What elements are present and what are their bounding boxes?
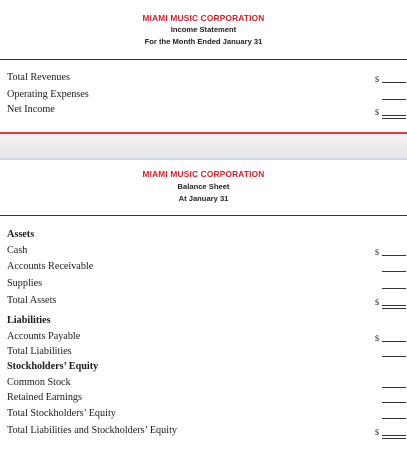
answer-field-operating-expenses[interactable]: [382, 99, 406, 100]
dollar-sign: $: [375, 108, 379, 117]
row-total-stockholders-equity: Total Stockholders’ Equity: [7, 408, 116, 419]
dollar-sign: $: [375, 298, 379, 307]
statement-title: Income Statement: [170, 25, 237, 34]
row-accounts-receivable: Accounts Receivable: [7, 261, 94, 272]
answer-field-total-revenues[interactable]: [382, 82, 406, 83]
row-accounts-payable: Accounts Payable: [7, 331, 81, 342]
dollar-sign: $: [375, 428, 379, 437]
row-total-liabilities-and-equity: Total Liabilities and Stockholders’ Equity: [7, 425, 177, 436]
row-cash: Cash: [7, 245, 28, 256]
row-common-stock: Common Stock: [7, 377, 71, 388]
statement-period: At January 31: [178, 194, 229, 203]
row-retained-earnings: Retained Earnings: [7, 392, 82, 403]
company-name: MIAMI MUSIC CORPORATION: [142, 169, 265, 179]
answer-field-net-income[interactable]: [382, 115, 406, 119]
income-statement-card: [0, 0, 407, 134]
header-rule: [0, 215, 407, 216]
row-total-assets: Total Assets: [7, 295, 57, 306]
answer-field-retained-earnings[interactable]: [382, 402, 406, 403]
company-name: MIAMI MUSIC CORPORATION: [142, 13, 265, 23]
dollar-sign: $: [375, 75, 379, 84]
answer-field-total-liabilities[interactable]: [382, 356, 406, 357]
row-total-liabilities: Total Liabilities: [7, 346, 72, 357]
answer-field-supplies[interactable]: [382, 288, 406, 289]
answer-field-cash[interactable]: [382, 255, 406, 256]
row-operating-expenses: Operating Expenses: [7, 89, 89, 100]
row-total-revenues: Total Revenues: [7, 72, 70, 83]
answer-field-accounts-payable[interactable]: [382, 341, 406, 342]
answer-field-total-liabilities-and-equity[interactable]: [382, 435, 406, 439]
balance-sheet-card: [0, 160, 407, 451]
answer-field-accounts-receivable[interactable]: [382, 271, 406, 272]
row-assets-heading: Assets: [7, 229, 35, 240]
row-net-income: Net Income: [7, 104, 55, 115]
section-divider: [0, 134, 407, 162]
header-rule: [0, 59, 407, 60]
statement-period: For the Month Ended January 31: [144, 37, 263, 46]
answer-field-total-stockholders-equity[interactable]: [382, 418, 406, 419]
answer-field-common-stock[interactable]: [382, 387, 406, 388]
row-stockholders-equity-heading: Stockholders’ Equity: [7, 361, 99, 372]
dollar-sign: $: [375, 248, 379, 257]
row-supplies: Supplies: [7, 278, 43, 289]
row-liabilities-heading: Liabilities: [7, 315, 51, 326]
answer-field-total-assets[interactable]: [382, 305, 406, 309]
statement-title: Balance Sheet: [177, 182, 230, 191]
dollar-sign: $: [375, 334, 379, 343]
